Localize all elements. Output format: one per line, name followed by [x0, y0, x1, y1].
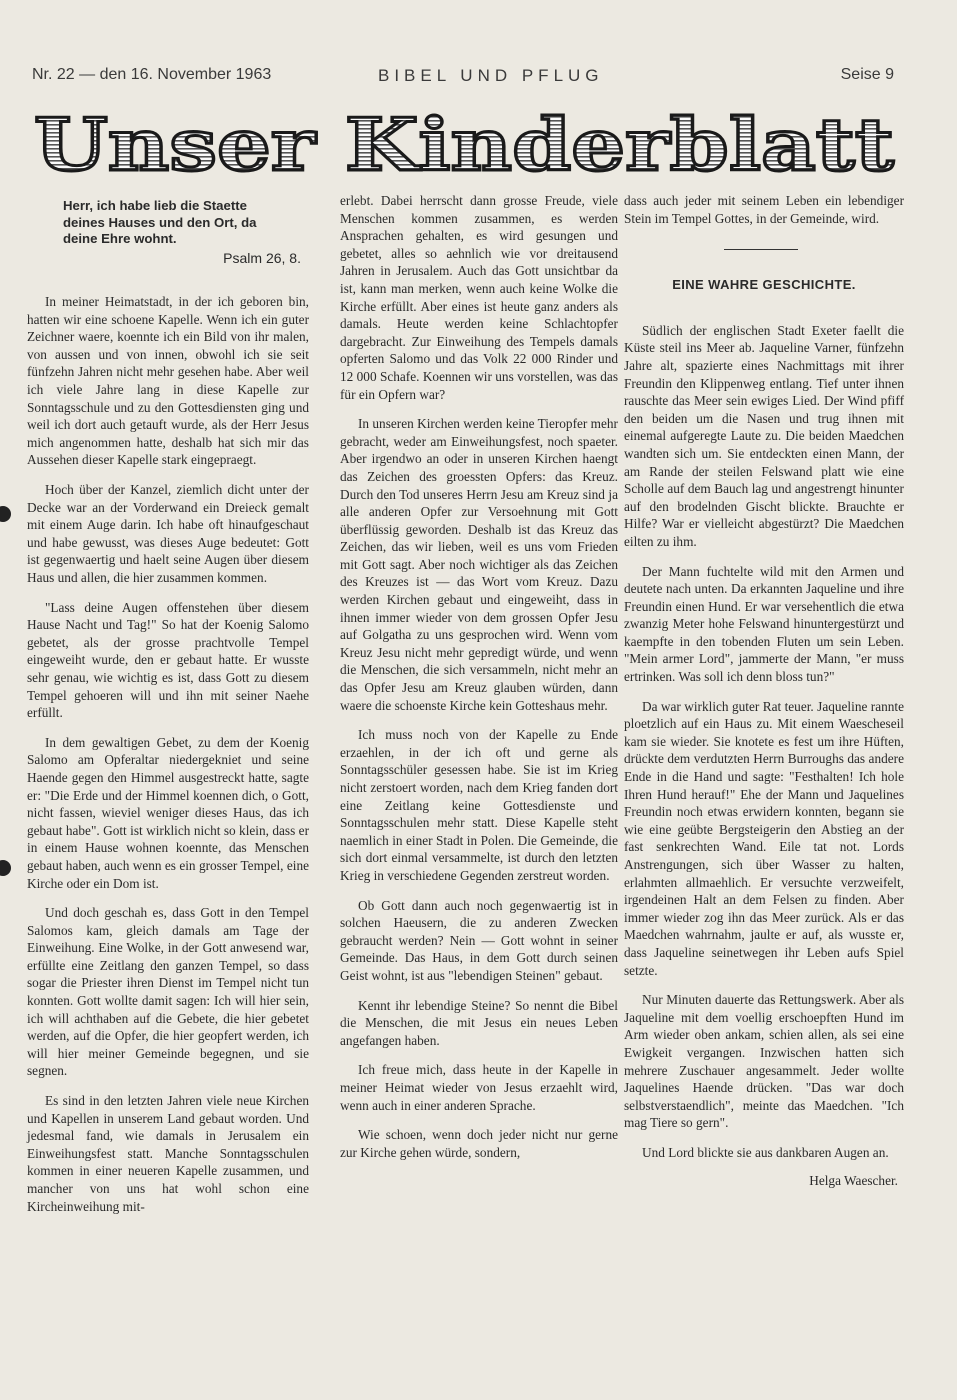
masthead — [28, 104, 900, 184]
column-1 — [27, 192, 309, 1227]
publication-name: BIBEL UND PFLUG — [378, 66, 604, 85]
author-signature: Helga Waescher. — [809, 1172, 898, 1188]
paragraph: Und doch geschah es, dass Gott in den Tempel Salomos kam, gleich damals am Tage der Einweihung. Eine Wolke, in der Gott anwesend war, erfüllte eine Zeitlang den ganzen Tempel, so dass sogar die Priester ihren Dienst im Tempel nicht tun konnten. Gott wollte damit sagen: Ich will hier sein, ich will achthaben auf die Gebete, die hier gebetet werden, auf die Opfer, die hier geopfert werden, ich will hier meiner Gemeinde begegnen, und sie segnen. — [27, 905, 309, 1079]
column-2 — [340, 192, 618, 1173]
column-3 — [624, 192, 904, 1189]
story-headline: EINE WAHRE GESCHICHTE. — [672, 277, 856, 293]
paragraph: Ich muss noch von der Kapelle zu Ende erzaehlen, in der ich oft und gerne als Sonntagsschüler gesessen habe. Sie ist im Krieg nicht zerstoert worden, nach dem Krieg fanden dort eine Zeitlang keine Gottesdienste und Sonntagsschulen mehr statt. Diese Kapelle steht naemlich in einer Stadt in Polen. Die Gemeinde, die sich dort einmal versammelte, ist durch den letzten Krieg in verschiedene Gegenden zerstreut worden. — [340, 727, 618, 883]
paragraph: Kennt ihr lebendige Steine? So nennt die Bibel die Menschen, die mit Jesus ein neues Leben angefangen haben. — [340, 997, 618, 1048]
divider — [724, 249, 798, 250]
paragraph: Wie schoen, wenn doch jeder nicht nur gerne zur Kirche gehen würde, sondern, — [340, 1127, 618, 1160]
verse-reference: Psalm 26, 8. — [223, 249, 301, 266]
page-number: Seise 9 — [840, 66, 894, 83]
paragraph: In dem gewaltigen Gebet, zu dem der Koenig Salomo am Opferaltar niedergekniet und seine Haende gegen den Himmel ausgestreckt hatte, sagte er: "Die Erde und der Himmel koennen dich, o Gott, nicht fassen, wieviel weniger dieses Haus, das ich gebaut habe". Gott ist wirklich nicht so klein, dass er in einem Hause wohnen koennte, das Menschen gebaut haben, auch wenn es ein grosser Tempel, eine Kirche oder ein Dom ist. — [27, 734, 309, 891]
paragraph: erlebt. Dabei herrscht dann grosse Freude, viele Menschen kommen zusammen, es werden Ansprachen gehalten, es wird gesungen und gebetet, alles so aehnlich wie vor dreitausend Jahren in Jerusalem. Auch das Gott unsichtbar da ist, kann man merken, wenn auch keine Wolke die Kirche erfüllt. Aber eines ist heute ganz anders als damals. Heute werden keine Schlachtopfer dargebracht. Zur Einweihung des Tempels damals opferten Salomo und das Volk 22 000 Rinder und 12 000 Schafe. Koennen wir uns vorstellen, was das für ein Opfern war? — [340, 193, 618, 402]
paragraph: "Lass deine Augen offenstehen über diesem Hause Nacht und Tag!" So hat der Koenig Salomo gebetet, als der grosse prachtvolle Tempel eingeweiht wurde, den er gebaut hatte. Er wusste sehr genau, wie wichtig es ist, dass Gott zu diesem Tempel gehoeren will und ihn mit seiner Naehe erfüllt. — [27, 599, 309, 721]
masthead-title — [28, 104, 900, 184]
paragraph: Da war wirklich guter Rat teuer. Jaqueline rannte ploetzlich auf ein Haus zu. Mit einem Waescheseil kam sie wieder. Sie knotete es fest um ihre Hüften, drückte dem verdutzten Herrn Burroughs das andere Ende in die Hand und sagte: "Festhalten! Ich hole Ihren Hund herauf!" Ehe der Mann und Jaquelines Freundin noch etwas erwidern konnten, begann sie wie eine geübte Bergsteigerin den Abstieg an der fast senkrechten Wand. Eile tat not. Lords Anstrengungen, sich über Wasser zu halten, erlahmten allmaehlich. Er versuchte verzweifelt, irgendeinen Halt an dem Felsen zu finden. Aber immer wieder zog ihn das Meer zurück. Als er das Maedchen wahrnahm, jaulte er auf, als wusste er, dass Jaqueline seinetwegen ihr Leben aufs Spiel setzte. — [624, 698, 904, 978]
paragraph: In unseren Kirchen werden keine Tieropfer mehr gebracht, weder am Einweihungsfest, noch spaeter. Aber irgendwo an oder in unseren Kirchen haengt das Zeichen des groessten Opfers: das Kreuz. Durch den Tod unseres Herrn Jesu am Kreuz sind ja alle anderen Opfer zur Versoehnung mit Gott überflüssig geworden. Deshalb ist das Kreuz das Zeichen, das wir lieben, weil es uns vom Frieden mit Gott sagt. Aber noch wichtiger als das Zeichen des Kreuzes ist — das Wort vom Kreuz. Dazu werden Kirchen gebaut und eingeweiht, dass in ihnen immer wieder von dem grossen Opfer Jesu auf Golgatha zu uns gesprochen wird. Wenn vom Kreuz Jesu nicht mehr gepredigt würde, und wenn die Menschen, die sich versammeln, nicht mehr an das Opfer Jesu am Kreuz glauben würden, dann waere die schoenste Kirche kein Gotteshaus mehr. — [340, 416, 618, 713]
page-header — [32, 66, 900, 92]
paragraph: dass auch jeder mit seinem Leben ein lebendiger Stein im Tempel Gottes, in der Gemeinde, wird. — [624, 193, 904, 226]
paragraph: Ich freue mich, dass heute in der Kapelle in meiner Heimat wieder von Jesus erzaehlt wird, wenn auch in einer anderen Sprache. — [340, 1062, 618, 1113]
paragraph: Es sind in den letzten Jahren viele neue Kirchen und Kapellen in unserem Land gebaut worden. Und jedesmal fand, wie damals in Jerusalem ein Einweihungsfest statt. Manche Sonntagsschulen kommen in einer neueren Kapelle zusammen, und mancher von uns hat wohl schon eine Kircheinweihung mit- — [27, 1093, 309, 1214]
paragraph: Der Mann fuchtelte wild mit den Armen und deutete nach unten. Da erkannten Jaqueline und ihre Freundin einen Hund. Er war versehentlich die etwa zwanzig Meter hohe Felswand hinuntergestürzt und kaempfte in den tobenden Fluten um sein Leben. "Mein armer Lord", jammerte der Mann, "er muss ertrinken. Was soll ich denn bloss tun?" — [624, 563, 904, 685]
paragraph: Hoch über der Kanzel, ziemlich dicht unter der Decke war an der Vorderwand ein Dreieck gemalt mit einem Auge darin. Ich habe oft hinaufgeschaut und habe gewusst, was dieses Auge bedeutet: Gott ist gegenwaertig und haelt seine Augen über diesem Haus und allen, die hier zusammen kommen. — [27, 482, 309, 585]
paragraph: Südlich der englischen Stadt Exeter faellt die Küste steil ins Meer ab. Jaqueline Varner, fünfzehn Jahre alt, spazierte eines Nachmittags mit ihrer Freundin den Klippenweg entlang. Tief unter ihnen rauschte das Meer sein ewiges Lied. Der Wind pfiff den beiden um die Nasen und trug ihnen mit einemal aufgeregte Laute zu. Die beiden Maedchen wandten sich um. Sie entdeckten einen Mann, der am Rande der steilen Felswand platt wie eine Scholle auf dem Bauch lag und angestrengt hinunter auf den brodelnden Gischt blickte. Brauchte er Hilfe? War er vielleicht abgestürzt? Die Maedchen eilten zu ihm. — [624, 322, 904, 549]
bible-verse: Herr, ich habe lieb die Staette deines Hauses und den Ort, da deine Ehre wohnt. — [63, 198, 257, 246]
paragraph: Nur Minuten dauerte das Rettungswerk. Aber als Jaqueline mit dem voellig erschoepften Hund im Arm wieder oben ankam, schien allen, als sei eine Ewigkeit vergangen. Inzwischen hatten sich mehrere Zuschauer angesammelt. Jeder wollte Jaquelines Haende drücken. "Das war doch selbstverstaendlich", meinte das Maedchen. "Ich mag Tiere so gern". — [624, 992, 904, 1131]
punch-hole — [0, 860, 11, 876]
paragraph: Und Lord blickte sie aus dankbaren Augen an. — [642, 1144, 889, 1160]
issue-date: Nr. 22 — den 16. November 1963 — [32, 66, 272, 83]
paragraph: Ob Gott dann auch noch gegenwaertig ist in solchen Haeusern, die zu anderen Zwecken gebraucht werden? Nein — Gott wohnt in seiner Gemeinde. Das Haus, in dem Gott durch seinen Geist wohnt, ist aus "lebendigen Steinen" gebaut. — [340, 897, 618, 983]
paragraph: In meiner Heimatstadt, in der ich geboren bin, hatten wir eine schoene Kapelle. Wenn ich ein guter Zeichner waere, koennte ich ein Bild von ihr malen, von aussen und von innen, obwohl ich sie seit fünfzehn Jahren nicht mehr gesehen habe. Aber weil ich viele Jahre lang in diese Kapelle zur Sonntagsschule und zu den Gottesdiensten ging und weil ich dort auch getauft wurde, als der Herr Jesus mich angenommen hatte, deshalb hat sich mir das Aussehen dieser Kapelle stark eingepraegt. — [27, 294, 309, 468]
svg-text:Unser Kinderblatt: Unser Kinderblatt — [34, 104, 895, 184]
punch-hole — [0, 506, 11, 522]
